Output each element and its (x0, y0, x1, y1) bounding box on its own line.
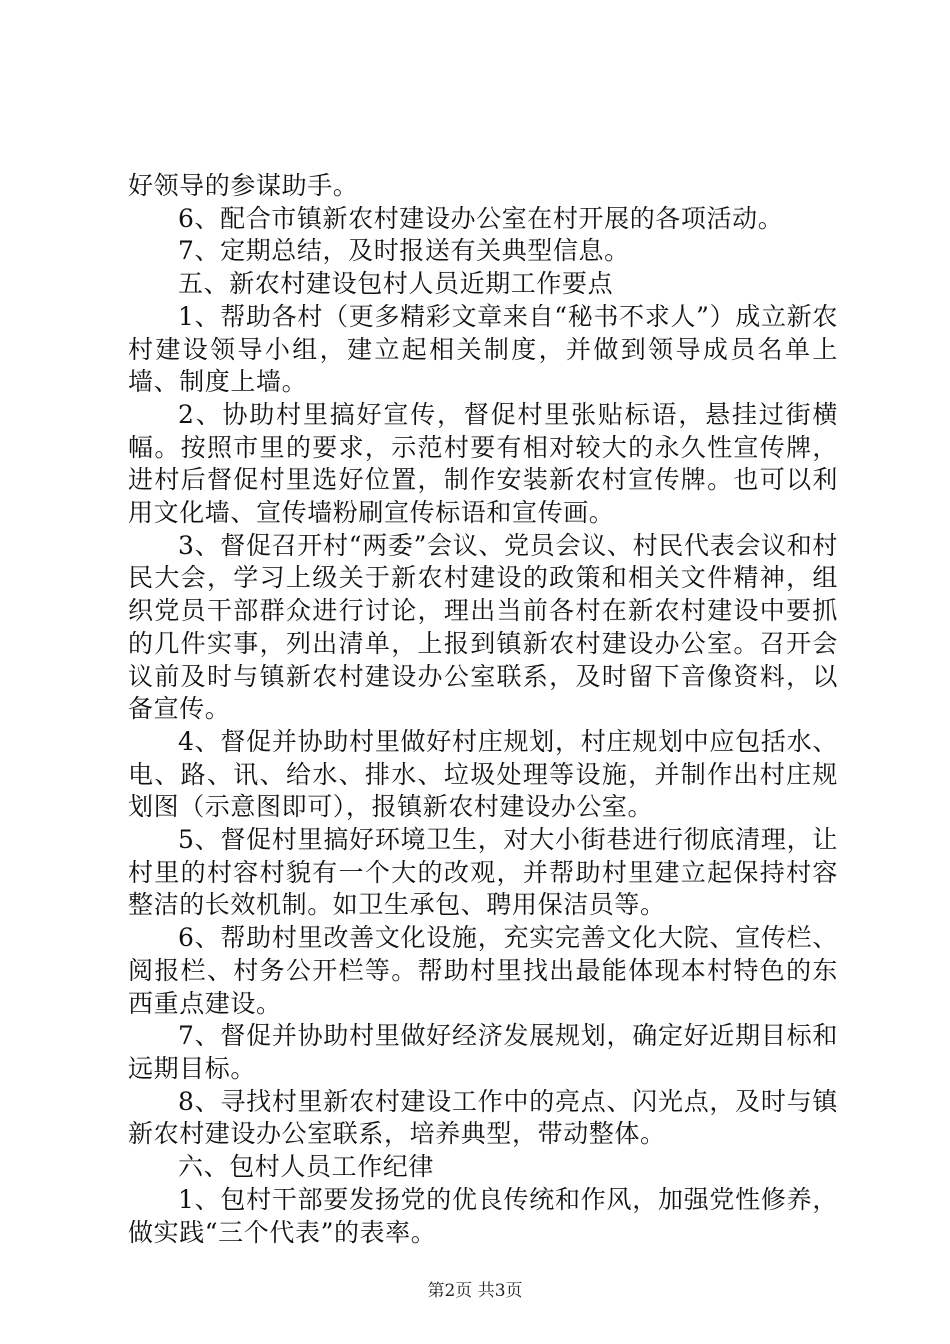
paragraph-item-6-cooperate: 6、配合市镇新农村建设办公室在村开展的各项活动。 (178, 203, 784, 233)
section-heading-6: 六、包村人员工作纪律 (178, 1152, 435, 1182)
page-number-footer: 第2页 共3页 (427, 1281, 523, 1301)
paragraph-item-2-publicity: 2、协助村里搞好宣传，督促村里张贴标语，悬挂过街横幅。按照市里的要求，示范村要有相对较大的永久性宣传牌，进村后督促村里选好位置，制作安装新农村宣传牌。也可以利用文化墙、宣传墙粉刷宣传标语和宣传画。 (128, 399, 838, 528)
paragraph-item-4-village-planning: 4、督促并协助村里做好村庄规划，村庄规划中应包括水、电、路、讯、给水、排水、垃圾处理等设施，并制作出村庄规划图（示意图即可），报镇新农村建设办公室。 (128, 726, 838, 822)
paragraph-item-1-leadership-group: 1、帮助各村（更多精彩文章来自“秘书不求人”）成立新农村建设领导小组，建立起相关制度，并做到领导成员名单上墙、制度上墙。 (128, 301, 838, 397)
paragraph-item-5-sanitation: 5、督促村里搞好环境卫生，对大小街巷进行彻底清理，让村里的村容村貌有一个大的改观，并帮助村里建立起保持村容整洁的长效机制。如卫生承包、聘用保洁员等。 (128, 825, 838, 920)
paragraph-item-7-summary: 7、定期总结，及时报送有关典型信息。 (178, 236, 630, 266)
paragraph-item-7-economic-plan: 7、督促并协助村里做好经济发展规划，确定好近期目标和远期目标。 (128, 1021, 838, 1083)
paragraph-discipline-item-1: 1、包村干部要发扬党的优良传统和作风，加强党性修养，做实践“三个代表”的表率。 (128, 1184, 838, 1247)
paragraph-item-3-meetings: 3、督促召开村“两委”会议、党员会议、村民代表会议和村民大会，学习上级关于新农村建设的政策和相关文件精神，组织党员干部群众进行讨论，理出当前各村在新农村建设中要抓的几件实事，列出清单，上报到镇新农村建设办公室。召开会议前及时与镇新农村建设办公室联系，及时留下音像资料，以备宣传。 (128, 530, 838, 724)
paragraph-item-6-culture: 6、帮助村里改善文化设施，充实完善文化大院、宣传栏、阅报栏、村务公开栏等。帮助村里找出最能体现本村特色的东西重点建设。 (128, 923, 838, 1018)
paragraph-item-8-highlights: 8、寻找村里新农村建设工作中的亮点、闪光点，及时与镇新农村建设办公室联系，培养典型，带动整体。 (128, 1086, 838, 1149)
paragraph-continuation: 好领导的参谋助手。 (128, 171, 359, 200)
section-heading-5: 五、新农村建设包村人员近期工作要点 (178, 269, 614, 299)
document-body (128, 170, 838, 1249)
